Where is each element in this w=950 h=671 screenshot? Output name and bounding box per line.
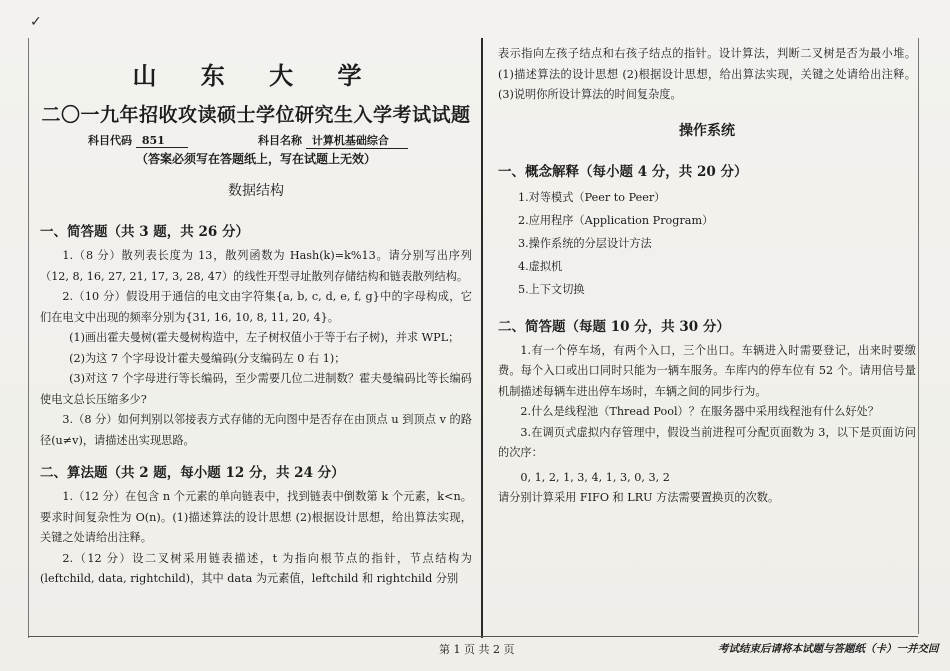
column-divider [481, 38, 483, 638]
footer-rule [28, 636, 918, 637]
question-1-3: 3.（8 分）如何判别以邻接表方式存储的无向图中是否存在由顶点 u 到顶点 v 的路径(u≠v)，请描述出实现思路。 [40, 413, 472, 447]
os-question-2: 2.什么是线程池（Thread Pool）？在服务器中采用线程池有什么好处？ [520, 405, 879, 418]
left-border [28, 38, 29, 638]
part1-heading: 一、简答题（共 3 题，共 26 分） [40, 224, 249, 240]
os-question-1: 1.有一个停车场，有两个入口，三个出口。车辆进入时需要登记，出来时要缴费。每个入口或出口同时只能为一辆车服务。车库内的停车位有 52 个。请用信号量机制描述每辆车进出停车场时，车辆之间的同步行为。 [498, 343, 916, 398]
subject-code-label: 科目代码 [88, 134, 132, 147]
question-2-2: 2.（12 分）设二叉树采用链表描述，t 为指向根节点的指针，节点结构为(leftchild, data, rightchild)，其中 data 为元素值，leftchild 和 rightchild 分别 [40, 551, 472, 585]
os-question-3: 3.在调页式虚拟内存管理中，假设当前进程可分配页面数为 3，以下是页面访问的次序： [498, 425, 916, 459]
concept-item: 3.操作系统的分层设计方法 [518, 236, 652, 250]
concept-item: 2.应用程序（Application Program） [518, 213, 714, 227]
subject-meta [40, 128, 472, 150]
os-part2-heading: 二、简答题（每题 10 分，共 30 分） [498, 318, 730, 335]
answer-notice: （答案必须写在答题纸上，写在试题上无效） [135, 152, 376, 166]
os-question-3-tail: 请分别计算采用 FIFO 和 LRU 方法需要置换页的次数。 [498, 491, 780, 504]
question-1-2-a: (1)画出霍夫曼树(霍夫曼树构造中，左子树权值小于等于右子树)，并求 WPL； [69, 331, 460, 344]
university-name: 山 东 大 学 [132, 61, 380, 90]
footer-note: 考试结束后请将本试题与答题纸（卡）一并交回 [718, 643, 939, 655]
subject-code: 851 [136, 134, 188, 148]
right-border [918, 38, 919, 634]
part2-heading: 二、算法题（共 2 题，每小题 12 分，共 24 分） [40, 465, 345, 481]
question-1-2: 2.（10 分）假设用于通信的电文由字符集{a, b, c, d, e, f, g}中的字母构成，它们在电文中出现的频率分别为{31, 16, 10, 8, 11, 20, 4}。 [40, 290, 472, 324]
left-column [40, 44, 472, 590]
subject-code-group [88, 132, 188, 148]
concept-item: 4.虚拟机 [518, 259, 563, 273]
question-1-2-c: (3)对这 7 个字母进行等长编码，至少需要几位二进制数？霍夫曼编码比等长编码使电文总长压缩多少? [40, 372, 472, 406]
section-title-operating-systems: 操作系统 [679, 122, 735, 139]
page-reference-sequence: 0, 1, 2, 1, 3, 4, 1, 3, 0, 3, 2 [520, 470, 670, 484]
concept-item: 5.上下文切换 [518, 282, 585, 296]
exam-title: 二〇一九年招收攻读硕士学位研究生入学考试试题 [41, 104, 471, 126]
section-title-data-structures: 数据结构 [228, 183, 284, 199]
question-1-2-b: (2)为这 7 个字母设计霍夫曼编码(分支编码左 0 右 1)； [69, 351, 346, 365]
subject-name-label: 科目名称 [258, 134, 302, 147]
page-footer [0, 640, 950, 660]
right-column [498, 44, 916, 509]
os-part1-heading: 一、概念解释（每小题 4 分，共 20 分） [498, 163, 748, 180]
question-2-2-continued: 表示指向左孩子结点和右孩子结点的指针。设计算法，判断二叉树是否为最小堆。(1)描述算法的设计思想 (2)根据设计思想，给出算法实现，关键之处请给出注释。(3)说明你所设计算法的时间复杂度。 [498, 47, 916, 101]
concept-item: 1.对等模式（Peer to Peer） [518, 190, 666, 204]
question-1-1: 1.（8 分）散列表长度为 13，散列函数为 Hash(k)=k%13。请分别写出序列（12, 8, 16, 27, 21, 17, 3, 28, 47）的线性开型寻址散列存储结构和链表散列结构。 [40, 249, 472, 283]
subject-name: 计算机基础综合 [306, 132, 408, 149]
check-mark-icon: ✓ [30, 14, 42, 30]
subject-name-group [258, 132, 408, 149]
question-2-1: 1.（12 分）在包含 n 个元素的单向链表中，找到链表中倒数第 k 个元素，k<n。要求时间复杂性为 O(n)。(1)描述算法的设计思想 (2)根据设计思想，给出算法实现，关键之处请给出注释。 [40, 490, 472, 544]
page-number: 第 1 页 共 2 页 [439, 643, 515, 656]
